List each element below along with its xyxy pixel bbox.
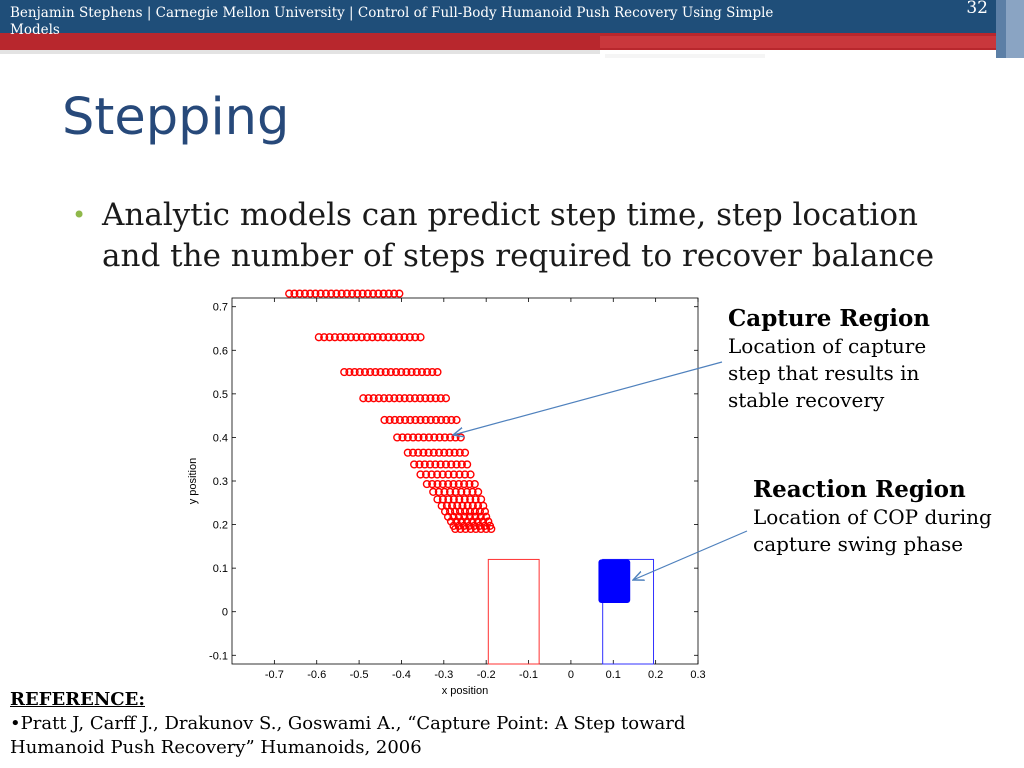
reaction-region-description: Location of COP during capture swing phase <box>753 505 992 556</box>
x-ticks <box>265 298 706 681</box>
y-tick-label: 0.3 <box>212 476 228 488</box>
left-foot-outline <box>488 559 539 664</box>
x-tick-label: 0.1 <box>605 669 621 681</box>
y-tick-label: 0.7 <box>212 301 228 314</box>
capture-region-callout <box>728 305 958 414</box>
x-tick-label: -0.6 <box>307 669 327 681</box>
x-tick-label: -0.3 <box>434 669 454 681</box>
capture-region-description: Location of capture step that results in stable recovery <box>728 334 927 412</box>
y-tick-label: 0.1 <box>212 563 228 576</box>
reference-block <box>10 688 770 760</box>
y-axis-label: y position <box>187 457 199 505</box>
capture-region-title: Capture Region <box>728 305 931 332</box>
y-tick-label: 0.6 <box>212 345 228 358</box>
reaction-region-title: Reaction Region <box>753 476 966 503</box>
capture-region-arrow <box>453 362 722 435</box>
x-tick-label: -0.7 <box>264 669 284 681</box>
x-tick-label: -0.1 <box>519 669 539 681</box>
reaction-region-callout <box>753 476 1003 558</box>
x-tick-label: -0.2 <box>476 669 496 681</box>
reaction-region-arrow <box>633 531 747 580</box>
y-tick-label: 0.2 <box>212 519 228 532</box>
header-text: Benjamin Stephens | Carnegie Mellon University | Control of Full-Body Humanoid Push Recovery Using Simple Models <box>10 5 774 38</box>
x-tick-label: 0 <box>567 669 574 681</box>
page-number: 32 <box>966 0 988 18</box>
x-axis-label: x position <box>441 685 489 697</box>
x-tick-label: 0.2 <box>647 669 664 681</box>
bullet-dot-icon: • <box>72 201 87 229</box>
y-tick-label: 0 <box>221 606 228 619</box>
x-tick-label: 0.3 <box>690 669 706 681</box>
y-tick-label: 0.4 <box>212 432 228 445</box>
y-ticks <box>209 302 698 663</box>
y-tick-label: 0.5 <box>212 388 228 401</box>
reaction-region <box>598 559 630 603</box>
x-tick-label: -0.5 <box>349 669 369 681</box>
capture-region-points <box>286 290 495 532</box>
slide-title: Stepping <box>62 88 290 147</box>
y-tick-label: -0.1 <box>209 650 228 663</box>
bullet-text: Analytic models can predict step time, step location and the number of steps required to recover balance <box>102 197 935 274</box>
reference-citation: •Pratt J, Carff J., Drakunov S., Goswami A., “Capture Point: A Step toward Humanoid Push Recovery” Humanoids, 2006 <box>10 713 686 758</box>
reference-heading: REFERENCE: <box>10 689 145 710</box>
x-tick-label: -0.4 <box>391 669 411 681</box>
